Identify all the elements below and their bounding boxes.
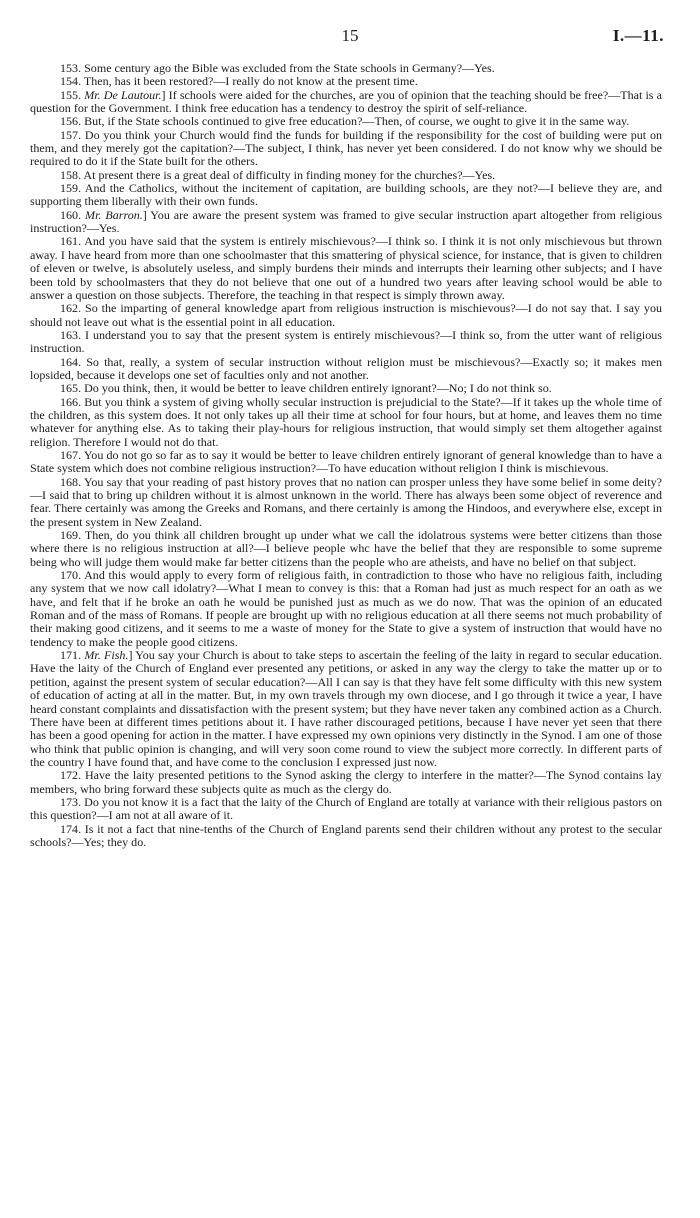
- question-paragraph: [30, 115, 662, 128]
- paragraph-text: 153. Some century ago the Bible was excluded from the State schools in Germany?—Yes.: [60, 61, 495, 75]
- question-number: 160.: [60, 207, 86, 222]
- question-paragraph: [30, 235, 662, 302]
- question-paragraph: [30, 129, 662, 169]
- question-paragraph: [30, 75, 662, 88]
- question-paragraph: [30, 169, 662, 182]
- paragraph-text: 172. Have the laity presented petitions to the Synod asking the clergy to interfere in the matter?—The Synod contains lay members, who bring forward these subjects quite as much as the clergy do.: [30, 768, 662, 796]
- paragraph-text: 169. Then, do you think all children brought up under what we call the idolatrous systems were better citizens than those where there is no religious instruction at all?—I believe people whc have the belief that they are responsible to some supreme being who will judge them would make far better citizens than the people who are atheists, and have no belief on that subject.: [30, 528, 662, 569]
- question-paragraph: [30, 396, 662, 449]
- paragraph-text: ] You are aware the present system was framed to give secular instruction apart altogether from religious instruction?—Yes.: [30, 207, 663, 236]
- question-paragraph: [30, 356, 662, 383]
- question-paragraph: [30, 62, 662, 75]
- speaker-name: Mr. Fish.: [84, 648, 129, 663]
- question-paragraph: [30, 476, 662, 529]
- question-paragraph: [30, 382, 662, 395]
- paragraph-text: 173. Do you not know it is a fact that the laity of the Church of England are totally at variance with their religious pastors on this question?—I am not at all aware of it.: [30, 794, 662, 823]
- paragraph-text: 167. You do not go so far as to say it would be better to leave children entirely ignorant of general knowledge than to have a State system which does not combine religious instruction?—To have education without religion I think is mischievous.: [30, 447, 662, 476]
- paragraph-text: 165. Do you think, then, it would be better to leave children entirely ignorant?—No; I do not think so.: [60, 381, 552, 396]
- question-paragraph: [30, 569, 662, 649]
- question-paragraph: [30, 449, 662, 476]
- question-paragraph: [30, 529, 662, 569]
- paragraph-text: ] You say your Church is about to take steps to ascertain the feeling of the laity in regard to secular education. Have the laity of the Church of England ever presented any petitions, or asked in any way the clergy to take the matter up or to petition, against the present system of secular education?—All I can say is that they have felt some difficulty with this new system of education of acting at all in the matter. But, in my own travels through my own diocese, and I go through it twice a year, I have heard constant complaints and dissatisfaction with the present system; but they have never taken any combined action as a Church. There have been at different times petitions about it. I have rather discouraged petitions, because I have never yet seen that there has been a good opening for action in the matter. I have expressed my own opinions very distinctly in the Synod. I am one of those who think that public opinion is changing, and will very soon come round to view the subject more correctly. In different parts of the country I have found that, and have come to the conclusion I expressed just now.: [30, 648, 663, 769]
- speaker-name: Mr. Barron.: [85, 207, 143, 222]
- paragraph-text: 166. But you think a system of giving wholly secular instruction is prejudicial to the State?—If it takes up the whole time of the children, as this system does. It not only takes up all their time at school for four hours, but at home, and leaves them no time whatever for anything else. As to taking their play-hours for religious instruction, that would simply set them altogether against religion. Therefore I would not do that.: [30, 394, 662, 449]
- question-paragraph: [30, 823, 662, 850]
- question-paragraph: [30, 329, 662, 356]
- page-number: 15: [341, 26, 359, 45]
- paragraph-text: 162. So the imparting of general knowledge apart from religious instruction is mischievous?—I do not say that. I say you should not leave out what is the essential point in all education.: [30, 301, 662, 329]
- page-reference: I.—11.: [612, 26, 664, 45]
- question-paragraph: [30, 769, 662, 796]
- question-paragraph: [30, 302, 662, 329]
- paragraph-text: ] If schools were aided for the churches, are you of opinion that the teaching should be free?—That is a question for the Government. I think free education has a tendency to destroy the spirit of self-reliance.: [30, 87, 662, 116]
- paragraph-text: 158. At present there is a great deal of difficulty in finding money for the churches?—Yes.: [60, 167, 496, 182]
- question-paragraph: [30, 209, 662, 236]
- question-number: 155.: [60, 87, 85, 102]
- question-paragraph: [30, 89, 662, 116]
- speaker-name: Mr. De Lautour.: [84, 87, 162, 102]
- paragraph-text: 154. Then, has it been restored?—I really do not know at the present time.: [60, 74, 418, 89]
- question-paragraph: [30, 796, 662, 823]
- paragraph-text: 163. I understand you to say that the present system is entirely mischievous?—I think so, from the utter want of religious instruction.: [30, 327, 662, 356]
- paragraph-text: 168. You say that your reading of past history proves that no nation can prosper unless they have some belief in some deity?—I said that to bring up children without it is almost unknown in the world. There has always been some object of reverence and fear. There certainly was among the Greeks and Romans, and there certainly is among the Hindoos, and everywhere else, except in the present system in New Zealand.: [30, 474, 662, 529]
- question-number: 171.: [60, 648, 85, 663]
- paragraph-text: 174. Is it not a fact that nine-tenths of the Church of England parents send their children without any protest to the secular schools?—Yes; they do.: [30, 821, 662, 849]
- paragraph-text: 156. But, if the State schools continued to give free education?—Then, of course, we ought to give it in the same way.: [60, 114, 630, 129]
- question-paragraph: [30, 649, 662, 769]
- page-header: [0, 26, 700, 48]
- paragraph-text: 164. So that, really, a system of secular instruction without religion must be mischievous?—Exactly so; it makes men lopsided, because it develops one set of faculties only and not another.: [30, 354, 662, 382]
- question-paragraph: [30, 182, 662, 209]
- paragraph-text: 157. Do you think your Church would find the funds for building if the responsibility for the cost of building were put on them, and they merely got the capitation?—The subject, I think, has never yet been considered. I do not know why we should be required to do it if the State built for the others.: [30, 127, 662, 169]
- paragraph-text: 159. And the Catholics, without the incitement of capitation, are building schools, are they not?—I believe they are, and supporting them liberally with their own funds.: [30, 181, 662, 209]
- paragraph-text: 170. And this would apply to every form of religious faith, in contradiction to those who have no religious faith, including any system that we now call idolatry?—What I mean to convey is this: that a Roman had just as much respect for an oath as we have, and felt that if he broke an oath he would be punished just as much as we do now. That was the opinion of an educated Roman and of the mass of Romans. If people are brought up with no religious education at all there seems not much probability of their making good citizens, and it seems to me a waste of money for the State to give a system of instruction that would have no tendency to make the people good citizens.: [30, 568, 662, 649]
- testimony-body: [30, 62, 662, 849]
- paragraph-text: 161. And you have said that the system is entirely mischievous?—I think so. I think it is not only mischievous but thrown away. I have heard from more than one schoolmaster that this smattering of physical science, for instance, that is given to children of eleven or twelve, is absolutely useless, and simply burdens their minds and interrupts their learning other subjects; and I have been told by schoolmasters that they do not believe that one out of a hundred two years after leaving school would be able to answer a question on those subjects. Therefore, the teaching in that respect is simply thrown away.: [30, 234, 662, 302]
